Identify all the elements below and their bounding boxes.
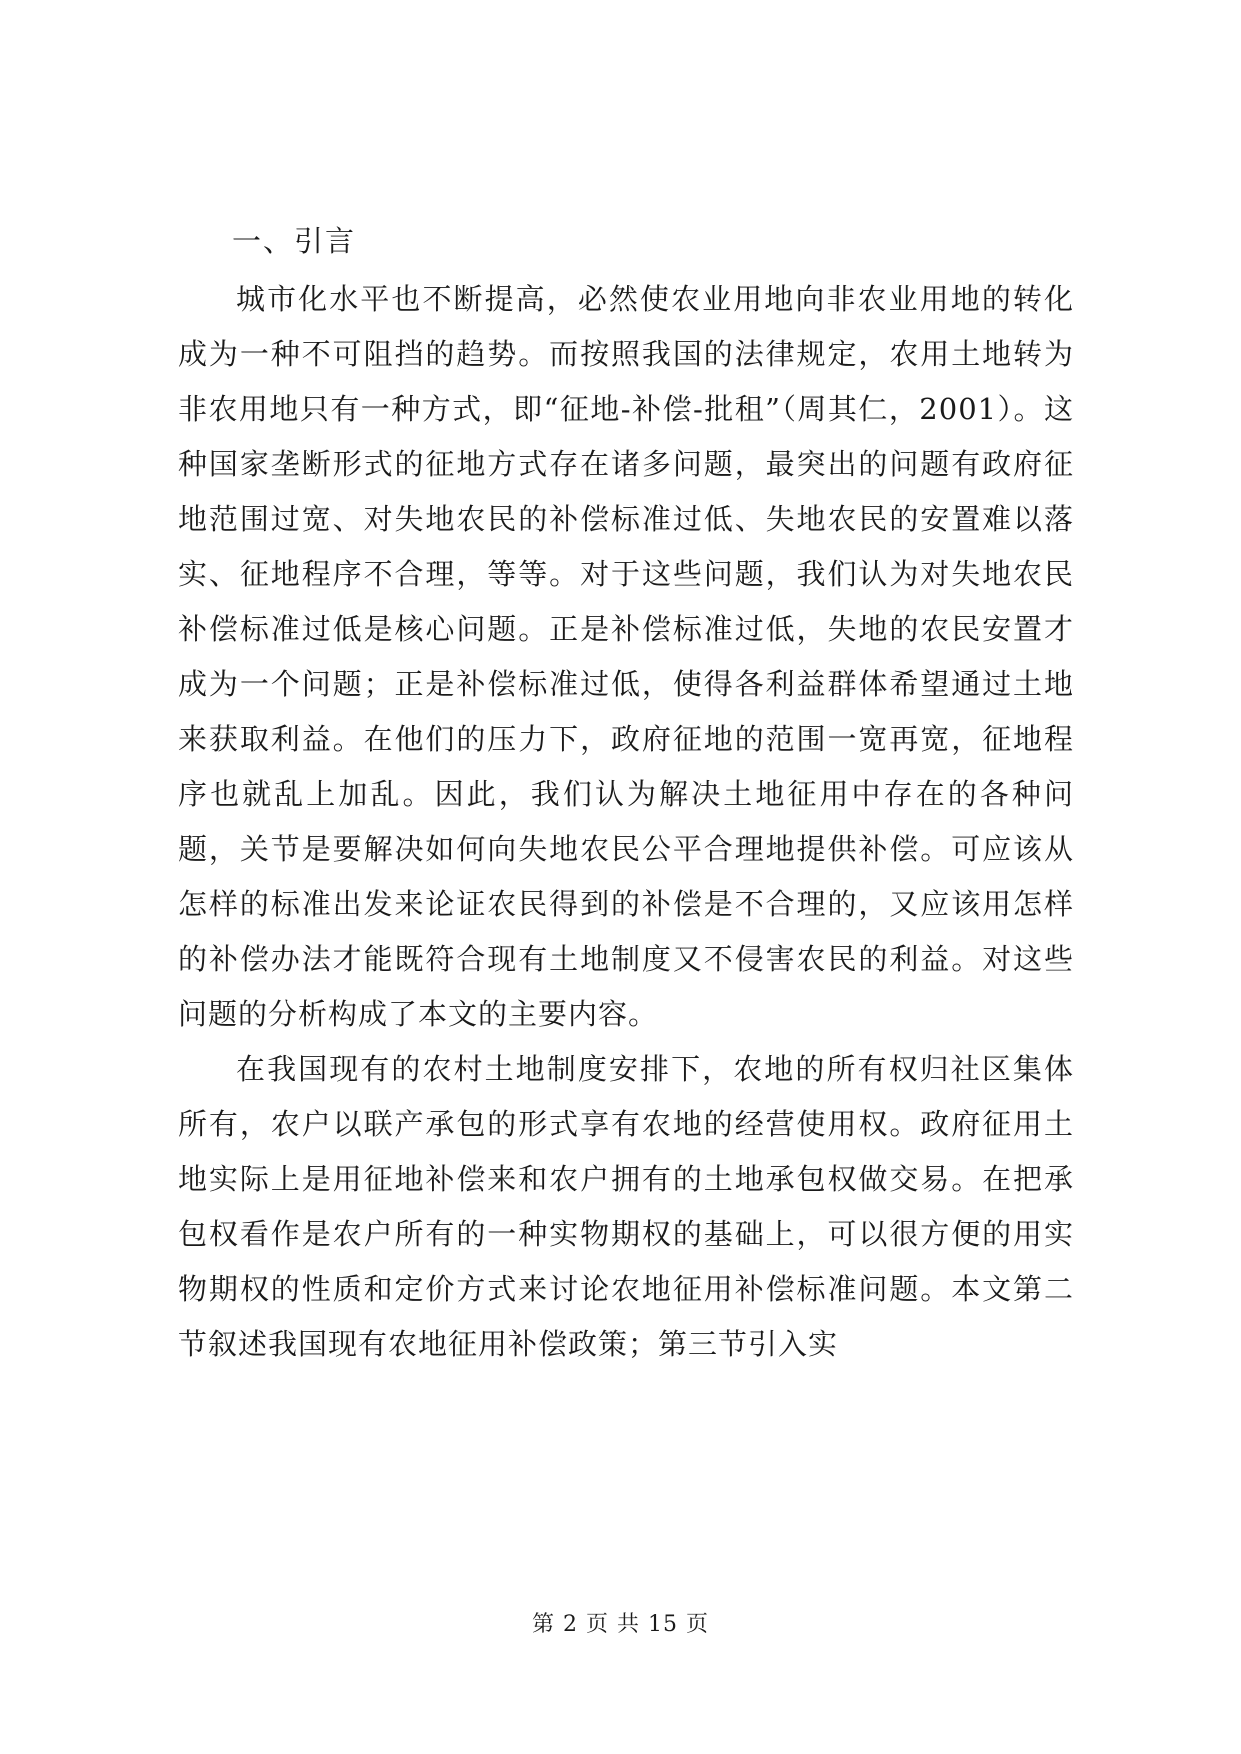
section-heading: 一、引言 [232,224,357,258]
paragraph-2: 在我国现有的农村土地制度安排下，农地的所有权归社区集体所有，农户以联产承包的形式享有农地的经营使用权。政府征用土地实际上是用征地补偿来和农户拥有的土地承包权做交易。在把承包权看作是农户所有的一种实物期权的基础上，可以很方便的用实物期权的性质和定价方式来讨论农地征用补偿标准问题。本文第二节叙述我国现有农地征用补偿政策；第三节引入实 [178,1052,1074,1361]
page-number-footer: 第 2 页 共 15 页 [532,1612,709,1637]
paragraph-1: 城市化水平也不断提高，必然使农业用地向非农业用地的转化成为一种不可阻挡的趋势。而按照我国的法律规定，农用土地转为非农用地只有一种方式，即“征地-补偿-批租”（周其仁，2001）。这种国家垄断形式的征地方式存在诸多问题，最突出的问题有政府征地范围过宽、对失地农民的补偿标准过低、失地农民的安置难以落实、征地程序不合理，等等。对于这些问题，我们认为对失地农民补偿标准过低是核心问题。正是补偿标准过低，失地的农民安置才成为一个问题；正是补偿标准过低，使得各利益群体希望通过土地来获取利益。在他们的压力下，政府征地的范围一宽再宽，征地程序也就乱上加乱。因此，我们认为解决土地征用中存在的各种问题，关节是要解决如何向失地农民公平合理地提供补偿。可应该从怎样的标准出发来论证农民得到的补偿是不合理的，又应该用怎样的补偿办法才能既符合现有土地制度又不侵害农民的利益。对这些问题的分析构成了本文的主要内容。 [178,282,1074,1031]
document-body [178,226,1074,1372]
